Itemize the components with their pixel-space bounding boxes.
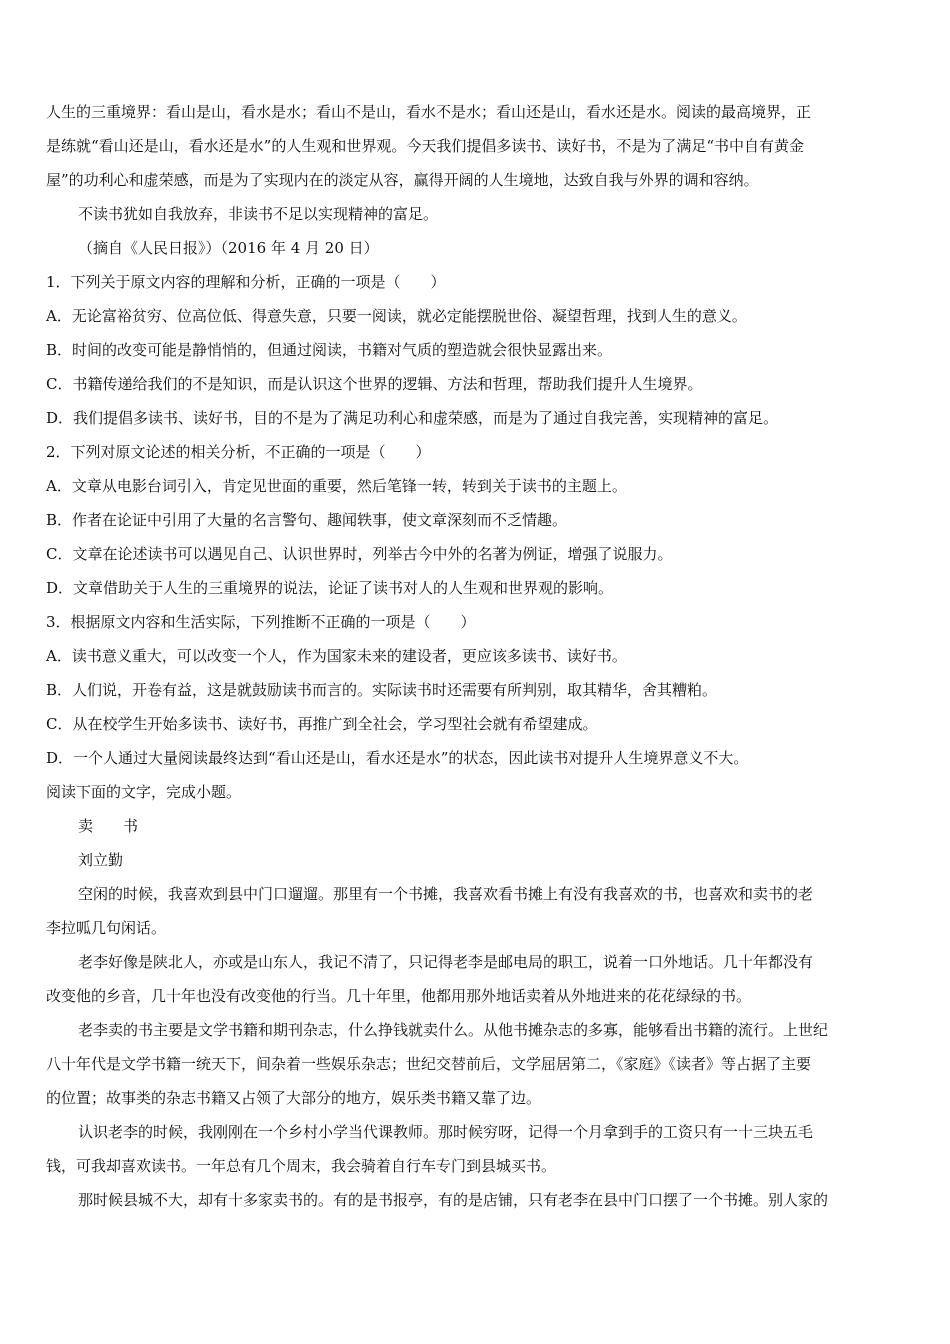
article-line-3: 老李好像是陕北人，亦或是山东人，我记不清了，只记得老李是邮电局的职工，说着一口外地话。几十年都没有 [78,953,814,971]
question-3-option-d: D．一个人通过大量阅读最终达到“看山还是山，看水还是水”的状态，因此读书对提升人生境界意义不大。 [46,749,749,767]
question-1-option-b: B．时间的改变可能是静悄悄的，但通过阅读，书籍对气质的塑造就会很快显露出来。 [46,341,613,359]
question-1-option-c: C．书籍传递给我们的不是知识，而是认识这个世界的逻辑、方法和哲理，帮助我们提升人生境界。 [46,375,703,393]
passage1-source: （摘自《人民日报》）（2016 年 4 月 20 日） [78,239,379,257]
question-2-stem: 2．下列对原文论述的相关分析，不正确的一项是（ ） [46,443,431,461]
question-1-option-a: A．无论富裕贫穷、位高位低、得意失意，只要一阅读，就必定能摆脱世俗、凝望哲理，找到人生的意义。 [46,307,747,325]
passage1-line-3: 屋”的功利心和虚荣感，而是为了实现内在的淡定从容，赢得开阔的人生境地，达致自我与外界的调和容纳。 [46,171,759,189]
question-2-option-c: C．文章在论述读书可以遇见自己、认识世界时，列举古今中外的名著为例证，增强了说服力。 [46,545,673,563]
question-3-option-b: B．人们说，开卷有益，这是就鼓励读书而言的。实际读书时还需要有所判别，取其精华，舍其糟粕。 [46,681,718,699]
question-3-stem: 3．根据原文内容和生活实际，下列推断不正确的一项是（ ） [46,613,476,631]
article-line-9: 钱，可我却喜欢读书。一年总有几个周末，我会骑着自行车专门到县城买书。 [46,1157,557,1175]
article-line-5: 老李卖的书主要是文学书籍和期刊杂志，什么挣钱就卖什么。从他书摊杂志的多寡，能够看出书籍的流行。上世纪 [78,1021,829,1039]
question-1-option-d: D．我们提倡多读书、读好书，目的不是为了满足功利心和虚荣感，而是为了通过自我完善，实现精神的富足。 [46,409,779,427]
question-2-option-d: D．文章借助关于人生的三重境界的说法，论证了读书对人的人生观和世界观的影响。 [46,579,614,597]
reading-instruction: 阅读下面的文字，完成小题。 [46,783,242,801]
article-line-8: 认识老李的时候，我刚刚在一个乡村小学当代课教师。那时候穷呀，记得一个月拿到手的工资只有一十三块五毛 [78,1123,814,1141]
article-line-10: 那时候县城不大，却有十多家卖书的。有的是书报亭，有的是店铺，只有老李在县中门口摆了一个书摊。别人家的 [78,1191,829,1209]
passage1-closing: 不读书犹如自我放弃，非读书不足以实现精神的富足。 [78,205,439,223]
article-line-2: 李拉呱几句闲话。 [46,919,167,937]
article-title: 卖 书 [78,817,139,835]
question-3-option-c: C．从在校学生开始多读书、读好书，再推广到全社会，学习型社会就有希望建成。 [46,715,598,733]
article-line-7: 的位置；故事类的杂志书籍又占领了大部分的地方，娱乐类书籍又靠了边。 [46,1089,542,1107]
question-2-option-a: A．文章从电影台词引入，肯定见世面的重要，然后笔锋一转，转到关于读书的主题上。 [46,477,627,495]
question-3-option-a: A．读书意义重大，可以改变一个人，作为国家未来的建设者，更应该多读书、读好书。 [46,647,627,665]
article-line-1: 空闲的时候，我喜欢到县中门口遛遛。那里有一个书摊，我喜欢看书摊上有没有我喜欢的书，也喜欢和卖书的老 [78,885,814,903]
article-line-6: 八十年代是文学书籍一统天下，间杂着一些娱乐杂志；世纪交替前后，文学屈居第二，《家庭》《读者》等占据了主要 [46,1055,812,1073]
article-author: 刘立勤 [78,851,124,869]
article-line-4: 改变他的乡音，几十年也没有改变他的行当。几十年里，他都用那外地话卖着从外地进来的花花绿绿的书。 [46,987,752,1005]
question-1-stem: 1．下列关于原文内容的理解和分析，正确的一项是（ ） [46,273,446,291]
passage1-line-2: 是练就“看山还是山，看水还是水”的人生观和世界观。今天我们提倡多读书、读好书，不是为了满足“书中自有黄金 [46,137,805,155]
passage1-line-1: 人生的三重境界：看山是山，看水是水；看山不是山，看水不是水；看山还是山，看水还是水。阅读的最高境界，正 [46,103,812,121]
question-2-option-b: B．作者在论证中引用了大量的名言警句、趣闻轶事，使文章深刻而不乏情趣。 [46,511,568,529]
